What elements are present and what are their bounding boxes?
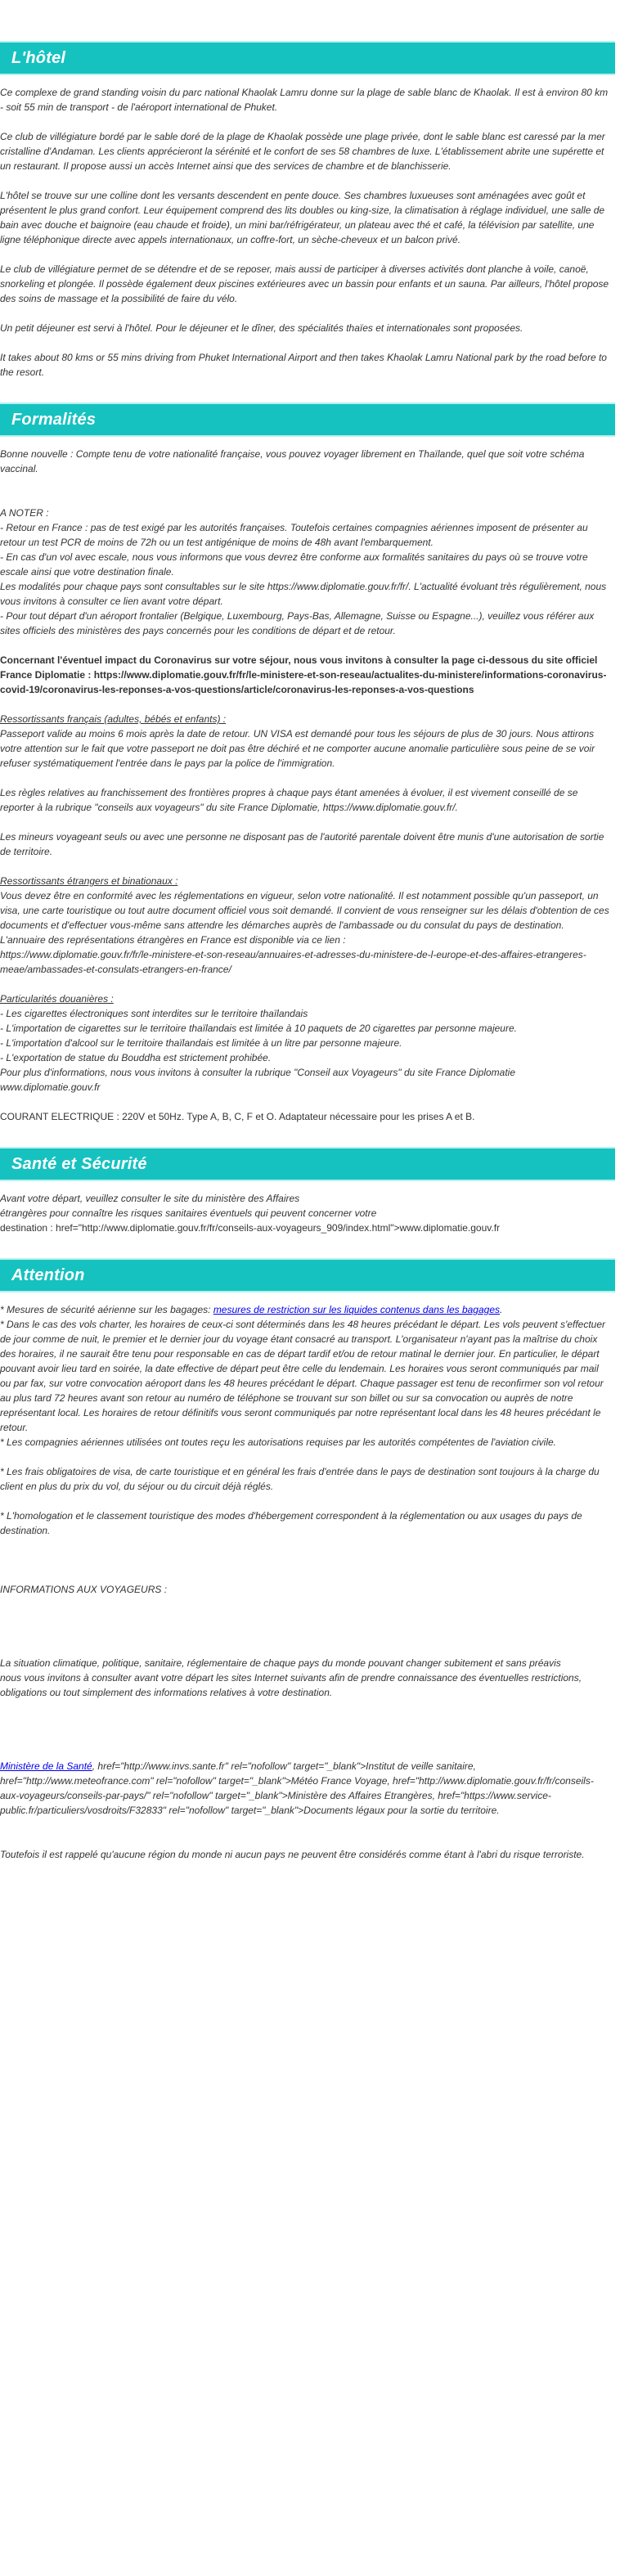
electric-info: COURANT ELECTRIQUE : 220V et 50Hz. Type A, B, C, F et O. Adaptateur nécessaire pour les prises A et B.: [0, 1111, 475, 1122]
sante-line: étrangères pour connaître les risques sanitaires éventuels qui peuvent concerner votre: [0, 1207, 377, 1219]
note-title: A NOTER :: [0, 507, 49, 519]
attention-heading: Attention: [0, 1258, 615, 1292]
attention-section: [0, 1258, 615, 1862]
foreign-nationals-title: Ressortissants étrangers et binationaux :: [0, 875, 178, 887]
situation-line: nous vous invitons à consulter avant votre départ les sites Internet suivants afin de prendre connaissance des éventuelles restrictions, obligations ou tout simplement des informations relatives à votre destination.: [0, 1672, 582, 1698]
minors-paragraph: Les mineurs voyageant seuls ou avec une personne ne disposant pas de l'autorité parentale doivent être munis d'une autorisation de sortie de territoire.: [0, 831, 604, 857]
classification-paragraph: * L'homologation et le classement touristique des modes d'hébergement correspondent à la réglementation ou aux usages du pays de destination.: [0, 1510, 582, 1536]
sante-block: [0, 1191, 612, 1235]
situation-block: [0, 1656, 612, 1700]
schedules-paragraph: * Dans le cas des vols charter, les horaires de ceux-ci sont déterminés dans les 48 heures précédant le départ. Les vols peuvent s'effectuer de jour comme de nuit, le premier et le dernier jour du voyage étant consacré au transport. L'organisateur n'ayant pas la maîtrise du choix des horaires, il ne saurait être tenu pour responsable en cas de départ tardif et/ou de retour matinal le dernier jour. En particulier, le départ pouvant avoir lieu tard en soirée, la date effective de départ peut être celle du lendemain. Les horaires vous seront communiqués par mail ou par fax, sur votre convocation aéroport dans les 48 heures précédant le départ. Chaque passager est tenu de reconfirmer son vol retour au plus tard 72 heures avant son retour au numéro de téléphone se trouvant sur son billet ou sur sa convocation ou auprès de notre représentant local. Les horaires de retour définitifs vous seront communiqués par notre représentant local dans les 48 heures précédant le retour.: [0, 1319, 606, 1433]
french-nationals-text: Passeport valide au moins 6 mois après la date de retour. UN VISA est demandé pour tous les séjours de plus de 30 jours. Nous attirons votre attention sur le fait que votre passeport ne doit pas être déchiré et ne comporter aucune anomalie particulière sous peine de se voir refuser systématiquement l'entrée dans le pays par la police de l'immigration.: [0, 728, 595, 769]
sante-section: [0, 1147, 615, 1235]
hotel-heading: L'hôtel: [0, 41, 615, 75]
attention-block: [0, 1302, 612, 1450]
situation-line: La situation climatique, politique, sanitaire, réglementaire de chaque pays du monde pouvant changer subitement et sans préavis: [0, 1657, 561, 1669]
customs-line: - L'exportation de statue du Bouddha est strictement prohibée.: [0, 1052, 272, 1063]
hotel-paragraph: Ce complexe de grand standing voisin du parc national Khaolak Lamru donne sur la plage de sable blanc de Khaolak. Il est à environ 80 km - soit 55 min de transport - de l'aéroport international de Phuket.: [0, 87, 609, 113]
note-line: Les modalités pour chaque pays sont consultables sur le site https://www.diplomatie.gouv.fr/fr/. L'actualité évoluant très régulièrement, nous vous invitons à consulter ce lien avant votre départ.: [0, 581, 607, 607]
customs-line: Pour plus d'informations, nous vous invitons à consulter la rubrique "Conseil aux Voyageurs" du site France Diplomatie www.diplomatie.gouv.fr: [0, 1067, 516, 1093]
note-line: - Retour en France : pas de test exigé par les autorités françaises. Toutefois certaines compagnies aériennes imposent de présenter au retour un test PCR de moins de 72h ou un test antigénique de moins de 48h avant l'embarquement.: [0, 522, 588, 548]
customs-title: Particularités douanières :: [0, 993, 114, 1005]
sante-heading: Santé et Sécurité: [0, 1147, 615, 1181]
sante-line: destination : href="http://www.diplomatie.gouv.fr/fr/conseils-aux-voyageurs_909/index.html">www.diplomatie.gouv.fr: [0, 1222, 501, 1234]
fees-paragraph: * Les frais obligatoires de visa, de carte touristique et en général les frais d'entrée dans le pays de destination sont toujours à la charge du client en plus du prix du vol, du séjour ou du circuit déjà réglés.: [0, 1466, 600, 1492]
security-line: [0, 1302, 612, 1317]
formalites-section: [0, 402, 615, 1124]
customs-block: [0, 991, 612, 1095]
note-line: - En cas d'un vol avec escale, nous vous informons que vous devrez être conforme aux formalités sanitaires du pays où se trouve votre escale ainsi que votre destination finale.: [0, 551, 588, 578]
ministry-paragraph: [0, 1759, 612, 1818]
customs-line: - L'importation de cigarettes sur le territoire thaïlandais est limitée à 10 paquets de 20 cigarettes par personne majeure.: [0, 1023, 517, 1034]
hotel-paragraph: Ce club de villégiature bordé par le sable doré de la plage de Khaolak possède une plage privée, dont le sable blanc est caressé par la mer cristalline d'Andaman. Les clients apprécieront la sérénité et le confort de ses 58 chambres de luxe. L'établissement abrite une supérette et un restaurant. Il propose aussi un accès Internet ainsi que des services de chambre et de blanchisserie.: [0, 131, 605, 172]
note-block: [0, 506, 612, 638]
customs-line: - Les cigarettes électroniques sont interdites sur le territoire thaïlandais: [0, 1008, 308, 1019]
french-nationals-block: [0, 712, 612, 771]
borders-paragraph: Les règles relatives au franchissement des frontières propres à chaque pays étant amenées à évoluer, il est vivement conseillé de se reporter à la rubrique "conseils aux voyageurs" du site France Diplomatie, https://www.diplomatie.gouv.fr/.: [0, 787, 578, 813]
hotel-paragraph: L'hôtel se trouve sur une colline dont les versants descendent en pente douce. Ses chambres luxueuses sont aménagées avec goût et présentent le plus grand confort. Leur équipement comprend des lits doubles ou king-size, la climatisation à réglage individuel, une salle de bain avec douche et baignoire (eau chaude et froide), un mini bar/réfrigérateur, un plateau avec thé et café, la télévision par satellite, une ligne téléphonique directe avec appels internationaux, un coffre-fort, un sèche-cheveux et un balcon privé.: [0, 190, 605, 245]
sante-line: Avant votre départ, veuillez consulter le site du ministère des Affaires: [0, 1193, 300, 1204]
security-suffix: .: [500, 1304, 503, 1315]
customs-line: - L'importation d'alcool sur le territoire thaïlandais est limitée à un litre par personne majeure.: [0, 1037, 402, 1049]
foreign-nationals-block: [0, 874, 612, 977]
hotel-section: [0, 0, 615, 380]
airlines-paragraph: * Les compagnies aériennes utilisées ont toutes reçu les autorisations requises par les autorités compétentes de l'aviation civile.: [0, 1436, 556, 1448]
formalites-heading: Formalités: [0, 402, 615, 437]
info-title: INFORMATIONS AUX VOYAGEURS :: [0, 1584, 168, 1595]
foreign-nationals-line: https://www.diplomatie.gouv.fr/fr/le-ministere-et-son-reseau/annuaires-et-adresses-du-ministere-de-l-europe-et-des-affaires-etrangeres-meae/ambassades-et-consulats-etrangers-en-france/: [0, 949, 586, 975]
foreign-nationals-line: Vous devez être en conformité avec les réglementations en vigueur, selon votre nationalité. Il est notamment possible qu'un passeport, un visa, une carte touristique ou tout autre document officiel vous soit demandé. Il convient de vous renseigner sur les délais d'obtention de ces documents et d'effectuer vous-même sans attendre les démarches auprès de l'ambassade ou du consulat du pays de destination.: [0, 890, 609, 931]
formalites-intro: Bonne nouvelle : Compte tenu de votre nationalité française, vous pouvez voyager librement en Thaïlande, quel que soit votre schéma vaccinal.: [0, 448, 585, 474]
foreign-nationals-line: L'annuaire des représentations étrangères en France est disponible via ce lien :: [0, 934, 346, 946]
terror-paragraph: Toutefois il est rappelé qu'aucune région du monde ni aucun pays ne peuvent être considérés comme étant à l'abri du risque terroriste.: [0, 1849, 585, 1860]
french-nationals-title: Ressortissants français (adultes, bébés et enfants) :: [0, 713, 227, 725]
security-prefix: * Mesures de sécurité aérienne sur les bagages:: [0, 1304, 213, 1315]
ministry-rest: , href="http://www.invs.sante.fr" rel="nofollow" target="_blank">Institut de veille sanitaire, href="http://www.meteofrance.com" rel="nofollow" target="_blank">Météo France Voyage, href="http://www.diplomatie.gouv.fr/fr/conseils-aux-voyageurs/conseils-par-pays/" rel="nofollow" target="_blank">Ministère des Affaires Etrangères, href="https://www.service-public.fr/particuliers/vosdroits/F32833" rel="nofollow" target="_blank">Documents légaux pour la sortie du territoire.: [0, 1760, 594, 1816]
hotel-paragraph: It takes about 80 kms or 55 mins driving from Phuket International Airport and then takes Khaolak Lamru National park by the road before to the resort.: [0, 352, 607, 378]
covid-notice: Concernant l'éventuel impact du Coronavirus sur votre séjour, nous vous invitons à consulter la page ci-dessous du site officiel France Diplomatie : https://www.diplomatie.gouv.fr/fr/le-ministere-et-son-reseau/actualites-du-ministere/informations-coronavirus-covid-19/coronavirus-les-reponses-a-vos-questions/article/coronavirus-les-reponses-a-vos-questions: [0, 654, 607, 695]
hotel-paragraph: Un petit déjeuner est servi à l'hôtel. Pour le déjeuner et le dîner, des spécialités thaïes et internationales sont proposées.: [0, 322, 523, 334]
ministry-health-link[interactable]: Ministère de la Santé: [0, 1760, 92, 1772]
hotel-paragraph: Le club de villégiature permet de se détendre et de se reposer, mais aussi de participer à diverses activités dont planche à voile, canoë, snorkeling et plongée. Il possède également deux piscines extérieures avec un bassin pour enfants et un sauna. Par ailleurs, l'hôtel propose des soins de massage et la possibilité de faire du vélo.: [0, 263, 609, 304]
liquids-restriction-link[interactable]: mesures de restriction sur les liquides contenus dans les bagages: [213, 1304, 501, 1315]
note-line: - Pour tout départ d'un aéroport frontalier (Belgique, Luxembourg, Pays-Bas, Allemagne, Suisse ou Espagne...), veuillez vous référer aux sites officiels des ministères des pays concernés pour les conditions de départ et de retour.: [0, 610, 595, 636]
